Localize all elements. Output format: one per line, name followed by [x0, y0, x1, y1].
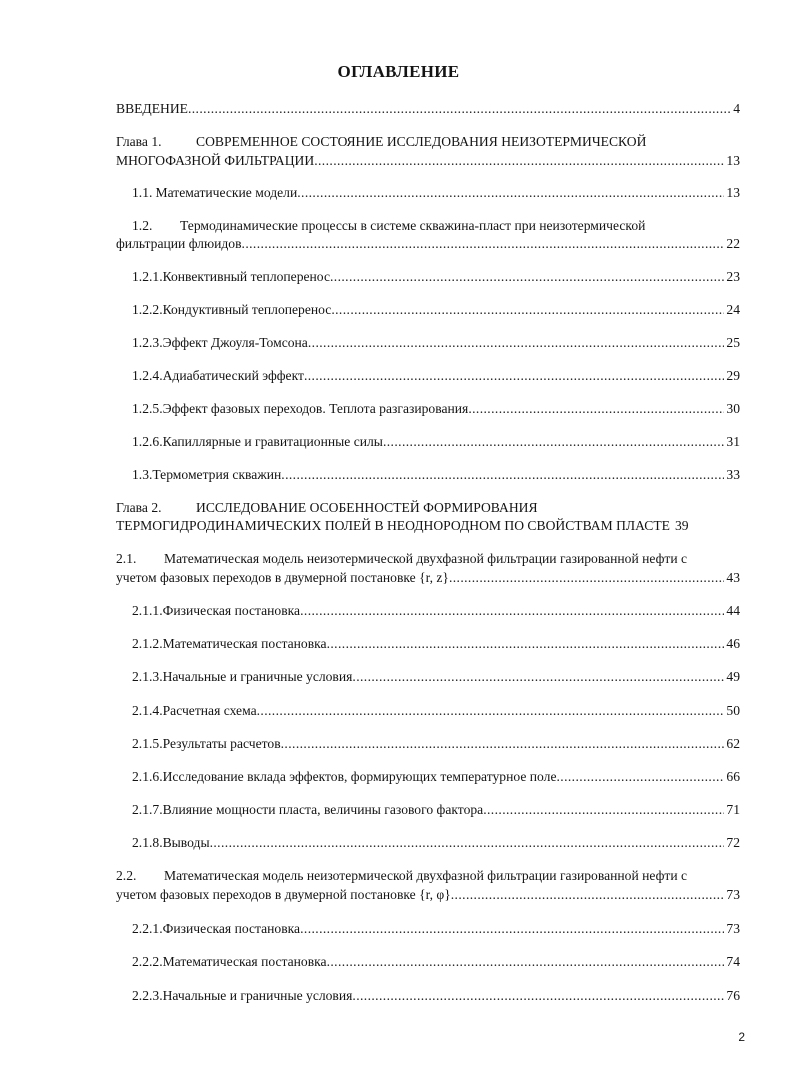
toc-label: Математические модели [155, 185, 298, 200]
toc-entry-2-1-2[interactable] [116, 635, 740, 653]
toc-number: 2.1.4. [132, 703, 163, 718]
toc-entry-1-3[interactable] [116, 466, 740, 484]
toc-entry-1-2-2[interactable] [116, 301, 740, 319]
dot-leader [331, 301, 724, 319]
toc-label: Математическая постановка [162, 954, 327, 969]
dot-leader [327, 635, 725, 653]
toc-page-number: 49 [726, 669, 740, 684]
dot-leader [468, 400, 724, 418]
toc-number: 2.1.7. [132, 802, 163, 817]
toc-label: Конвективный теплоперенос [162, 269, 330, 284]
toc-label: Выводы [162, 835, 210, 850]
toc-label: ИССЛЕДОВАНИЕ ОСОБЕННОСТЕЙ ФОРМИРОВАНИЯ [196, 500, 538, 515]
toc-page-number: 76 [726, 988, 740, 1003]
dot-leader [304, 367, 724, 385]
toc-page-number: 25 [726, 335, 740, 350]
toc-label: Термометрия скважин [152, 467, 282, 482]
toc-label: Эффект Джоуля-Томсона [162, 335, 308, 350]
toc-label: учетом фазовых переходов в двумерной постановке {r, z} [116, 570, 449, 585]
toc-entry-2-1-1[interactable] [116, 602, 740, 620]
toc-page-number: 31 [726, 434, 740, 449]
dot-leader [281, 466, 724, 484]
toc-page-number: 13 [726, 185, 740, 200]
toc-page-number: 29 [726, 368, 740, 383]
toc-entry-intro[interactable] [116, 100, 740, 118]
dot-leader [327, 953, 725, 971]
toc-number: Глава 1. [116, 134, 162, 149]
toc-number: 2.1. [116, 551, 137, 566]
toc-page-number: 39 [674, 518, 689, 533]
toc-number: 2.1.2. [132, 636, 163, 651]
toc-number: 1.2.6. [132, 434, 163, 449]
toc-entry-2-1-8[interactable] [116, 834, 740, 852]
toc-entry-2-1-4[interactable] [116, 702, 740, 720]
toc-label: Начальные и граничные условия [162, 988, 353, 1003]
toc-label: Начальные и граничные условия [162, 669, 353, 684]
toc-number: 2.1.8. [132, 835, 163, 850]
dot-leader [556, 768, 724, 786]
toc-number: 2.2. [116, 868, 137, 883]
toc-label: Расчетная схема [162, 703, 257, 718]
toc-page-number: 4 [733, 101, 740, 116]
toc-number: 1.2.5. [132, 401, 163, 416]
dot-leader [352, 668, 724, 686]
toc-page-number: 46 [726, 636, 740, 651]
toc-entry-2-1-6[interactable] [116, 768, 740, 786]
dot-leader [308, 334, 725, 352]
toc-number: 2.2.3. [132, 988, 163, 1003]
toc-number: 1.2.2. [132, 302, 163, 317]
toc-entry-2-1-7[interactable] [116, 801, 740, 819]
toc-entry-1-1[interactable] [116, 184, 740, 202]
toc-page-number: 23 [726, 269, 740, 284]
toc-label: МНОГОФАЗНОЙ ФИЛЬТРАЦИИ [116, 153, 315, 168]
dot-leader [300, 920, 724, 938]
dot-leader [451, 886, 725, 904]
toc-entry-1-2-3[interactable] [116, 334, 740, 352]
toc-page-number: 72 [726, 835, 740, 850]
toc-page-number: 33 [726, 467, 740, 482]
toc-label: Исследование вклада эффектов, формирующих температурное поле [162, 769, 557, 784]
toc-number: 1.2.1. [132, 269, 163, 284]
dot-leader [188, 100, 731, 118]
toc-label: ВВЕДЕНИЕ [116, 101, 188, 116]
toc-entry-2-2[interactable] [116, 886, 740, 904]
dot-leader [281, 735, 725, 753]
toc-entry-chapter-2-line1[interactable] [116, 499, 740, 517]
toc-label: Кондуктивный теплоперенос [162, 302, 332, 317]
toc-entry-chapter-1[interactable] [116, 152, 740, 170]
toc-page-number: 66 [726, 769, 740, 784]
dot-leader [242, 235, 725, 253]
toc-page-number: 71 [726, 802, 740, 817]
toc-number: 2.1.5. [132, 736, 163, 751]
toc-number: 2.1.3. [132, 669, 163, 684]
toc-number: 1.3. [132, 467, 153, 482]
toc-number: Глава 2. [116, 500, 162, 515]
toc-page-number: 73 [726, 921, 740, 936]
toc-label: ТЕРМОГИДРОДИНАМИЧЕСКИХ ПОЛЕЙ В НЕОДНОРОДНОМ ПО СВОЙСТВАМ ПЛАСТЕ [116, 518, 670, 533]
toc-label: фильтрации флюидов [116, 236, 242, 251]
toc-page-number: 50 [726, 703, 740, 718]
toc-entry-chapter-1-line1[interactable] [116, 133, 740, 151]
toc-label: Математическая постановка [162, 636, 327, 651]
dot-leader [330, 268, 724, 286]
toc-page-number: 73 [726, 887, 740, 902]
toc-label: Математическая модель неизотермической двухфазной фильтрации газированной нефти с [164, 868, 688, 883]
toc-page-number: 13 [726, 153, 740, 168]
toc-label: Влияние мощности пласта, величины газового фактора [162, 802, 484, 817]
toc-number: 2.2.1. [132, 921, 163, 936]
toc-entry-1-2-4[interactable] [116, 367, 740, 385]
dot-leader [483, 801, 724, 819]
dot-leader [210, 834, 725, 852]
toc-label: Физическая постановка [162, 921, 301, 936]
toc-label: Результаты расчетов [162, 736, 281, 751]
page-number: 2 [738, 1030, 745, 1044]
toc-number: 1.2.4. [132, 368, 163, 383]
toc-entry-2-2-line1[interactable] [116, 867, 740, 885]
dot-leader [257, 702, 725, 720]
toc-number: 1.1. [132, 185, 153, 200]
toc-entry-2-2-3[interactable] [116, 987, 740, 1005]
toc-entry-2-1-3[interactable] [116, 668, 740, 686]
toc-number: 2.1.1. [132, 603, 163, 618]
toc-entry-1-2-5[interactable] [116, 400, 740, 418]
dot-leader [352, 987, 724, 1005]
toc-number: 1.2. [132, 218, 153, 233]
toc-number: 2.2.2. [132, 954, 163, 969]
dot-leader [300, 602, 724, 620]
page-title: ОГЛАВЛЕНИЕ [337, 62, 460, 81]
toc-entry-2-2-1[interactable] [116, 920, 740, 938]
toc-number: 1.2.3. [132, 335, 163, 350]
toc-entry-1-2-6[interactable] [116, 433, 740, 451]
toc-page-number: 44 [726, 603, 740, 618]
toc-entry-2-2-2[interactable] [116, 953, 740, 971]
dot-leader [383, 433, 724, 451]
toc-page-number: 22 [726, 236, 740, 251]
toc-entry-2-1[interactable] [116, 569, 740, 587]
toc-entry-2-1-5[interactable] [116, 735, 740, 753]
toc-label: Капиллярные и гравитационные силы [162, 434, 383, 449]
dot-leader [297, 184, 724, 202]
toc-label: Математическая модель неизотермической двухфазной фильтрации газированной нефти с [164, 551, 688, 566]
toc-entry-1-2-1[interactable] [116, 268, 740, 286]
dot-leader [314, 152, 724, 170]
toc-page-number: 62 [726, 736, 740, 751]
toc-page-number: 24 [726, 302, 740, 317]
toc-label: Адиабатический эффект [162, 368, 304, 383]
toc-page-number: 74 [726, 954, 740, 969]
toc-number: 2.1.6. [132, 769, 163, 784]
toc-label: СОВРЕМЕННОЕ СОСТОЯНИЕ ИССЛЕДОВАНИЯ НЕИЗОТЕРМИЧЕСКОЙ [196, 134, 647, 149]
dot-leader [449, 569, 724, 587]
toc-entry-1-2[interactable] [116, 235, 740, 253]
toc-entry-2-1-line1[interactable] [116, 550, 740, 568]
toc-label: учетом фазовых переходов в двумерной постановке {r, φ} [116, 887, 451, 902]
toc-page-number: 30 [726, 401, 740, 416]
toc-label: Термодинамические процессы в системе скважина-пласт при неизотермической [180, 218, 646, 233]
toc-label: Эффект фазовых переходов. Теплота разгазирования [162, 401, 469, 416]
toc-entry-1-2-line1[interactable] [116, 217, 740, 235]
toc-page-number: 43 [726, 570, 740, 585]
toc-label: Физическая постановка [162, 603, 301, 618]
toc-entry-chapter-2[interactable] [116, 517, 740, 535]
